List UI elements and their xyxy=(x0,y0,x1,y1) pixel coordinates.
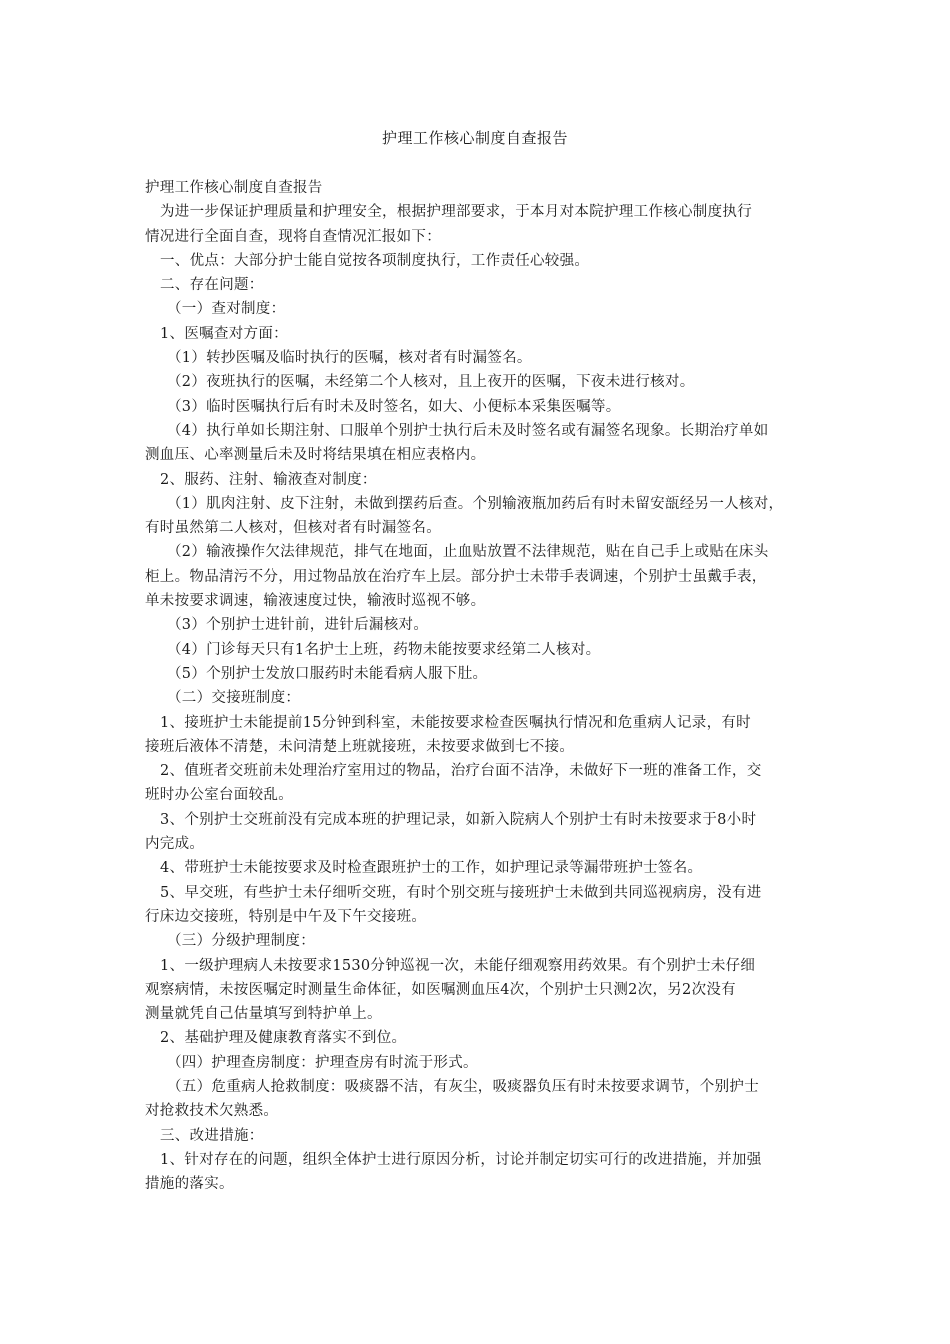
paragraph-line: （3）个别护士进针前，进针后漏核对。 xyxy=(167,617,429,634)
paragraph-line: 对抢救技术欠熟悉。 xyxy=(145,1103,279,1120)
paragraph-line: （3）临时医嘱执行后有时未及时签名，如大、小便标本采集医嘱等。 xyxy=(167,398,621,415)
paragraph-line: （一）查对制度： xyxy=(167,301,286,318)
paragraph-line: （三）分级护理制度： xyxy=(167,933,315,950)
paragraph-line: 5、早交班，有些护士未仔细听交班，有时个别交班与接班护士未做到共同巡视病房，没有进 xyxy=(160,884,762,901)
paragraph-line: （4）门诊每天只有1名护士上班，药物未能按要求经第二人核对。 xyxy=(167,641,601,658)
paragraph-line: （4）执行单如长期注射、口服单个别护士执行后未及时签名或有漏签名现象。长期治疗单如 xyxy=(167,422,769,439)
paragraph-line: 接班后液体不清楚，未问清楚上班就接班，未按要求做到七不接。 xyxy=(145,738,575,755)
paragraph-line: 三、改进措施： xyxy=(160,1127,264,1144)
paragraph-line: 为进一步保证护理质量和护理安全，根据护理部要求，于本月对本院护理工作核心制度执行 xyxy=(160,204,752,221)
paragraph-line: （1）肌肉注射、皮下注射，未做到摆药后查。个别输液瓶加药后有时未留安瓿经另一人核对， xyxy=(167,495,784,512)
paragraph-line: 护理工作核心制度自查报告 xyxy=(145,180,323,196)
paragraph-line: 1、医嘱查对方面： xyxy=(160,325,288,342)
paragraph-line: 观察病情，未按医嘱定时测量生命体征，如医嘱测血压4次，个别护士只测2次，另2次没有 xyxy=(145,981,736,998)
paragraph-line: 二、存在问题： xyxy=(160,277,264,294)
paragraph-line: （五）危重病人抢救制度：吸痰器不洁，有灰尘，吸痰器负压有时未按要求调节，个别护士 xyxy=(167,1078,759,1095)
paragraph-line: （2）夜班执行的医嘱，未经第二个人核对，且上夜开的医嘱，下夜未进行核对。 xyxy=(167,374,695,391)
paragraph-line: 有时虽然第二人核对，但核对者有时漏签名。 xyxy=(145,520,441,537)
paragraph-line: 情况进行全面自查，现将自查情况汇报如下： xyxy=(145,228,441,245)
paragraph-line: （2）输液操作欠法律规范，排气在地面，止血贴放置不法律规范，贴在自己手上或贴在床头 xyxy=(167,544,769,561)
paragraph-line: 2、基础护理及健康教育落实不到位。 xyxy=(160,1030,407,1047)
paragraph-line: 4、带班护士未能按要求及时检查跟班护士的工作，如护理记录等漏带班护士签名。 xyxy=(160,860,703,877)
paragraph-line: 1、一级护理病人未按要求1530分钟巡视一次，未能仔细观察用药效果。有个别护士未仔细 xyxy=(160,957,756,974)
page-title: 护理工作核心制度自查报告 xyxy=(381,129,568,147)
paragraph-line: 测血压、心率测量后未及时将结果填在相应表格内。 xyxy=(145,447,486,464)
paragraph-line: 单未按要求调速，输液速度过快，输液时巡视不够。 xyxy=(145,593,486,610)
paragraph-line: （1）转抄医嘱及临时执行的医嘱，核对者有时漏签名。 xyxy=(167,350,532,367)
document-body xyxy=(145,176,813,1196)
paragraph-line: 班时办公室台面较乱。 xyxy=(145,787,293,804)
paragraph-line: 柜上。物品清污不分，用过物品放在治疗车上层。部分护士未带手表调速，个别护士虽戴手表， xyxy=(145,568,767,585)
paragraph-line: 3、个别护士交班前没有完成本班的护理记录，如新入院病人个别护士有时未按要求于8小时 xyxy=(160,811,757,828)
paragraph-line: 测量就凭自己估量填写到特护单上。 xyxy=(145,1006,382,1023)
paragraph-line: 1、接班护士未能提前15分钟到科室，未能按要求检查医嘱执行情况和危重病人记录，有时 xyxy=(160,714,751,731)
paragraph-line: 1、针对存在的问题，组织全体护士进行原因分析，讨论并制定切实可行的改进措施，并加强 xyxy=(160,1151,762,1168)
paragraph-line: 2、值班者交班前未处理治疗室用过的物品，治疗台面不洁净，未做好下一班的准备工作，交 xyxy=(160,763,762,780)
paragraph-line: 措施的落实。 xyxy=(145,1176,234,1193)
paragraph-line: 一、优点：大部分护士能自觉按各项制度执行，工作责任心较强。 xyxy=(160,252,590,269)
paragraph-line: 内完成。 xyxy=(145,836,205,853)
paragraph-line: （二）交接班制度： xyxy=(167,690,301,707)
paragraph-line: 行床边交接班，特别是中午及下午交接班。 xyxy=(145,908,427,925)
paragraph-line: 2、服药、注射、输液查对制度： xyxy=(160,471,377,488)
paragraph-line: （四）护理查房制度：护理查房有时流于形式。 xyxy=(167,1054,478,1071)
paragraph-line: （5）个别护士发放口服药时未能看病人服下肚。 xyxy=(167,665,488,682)
